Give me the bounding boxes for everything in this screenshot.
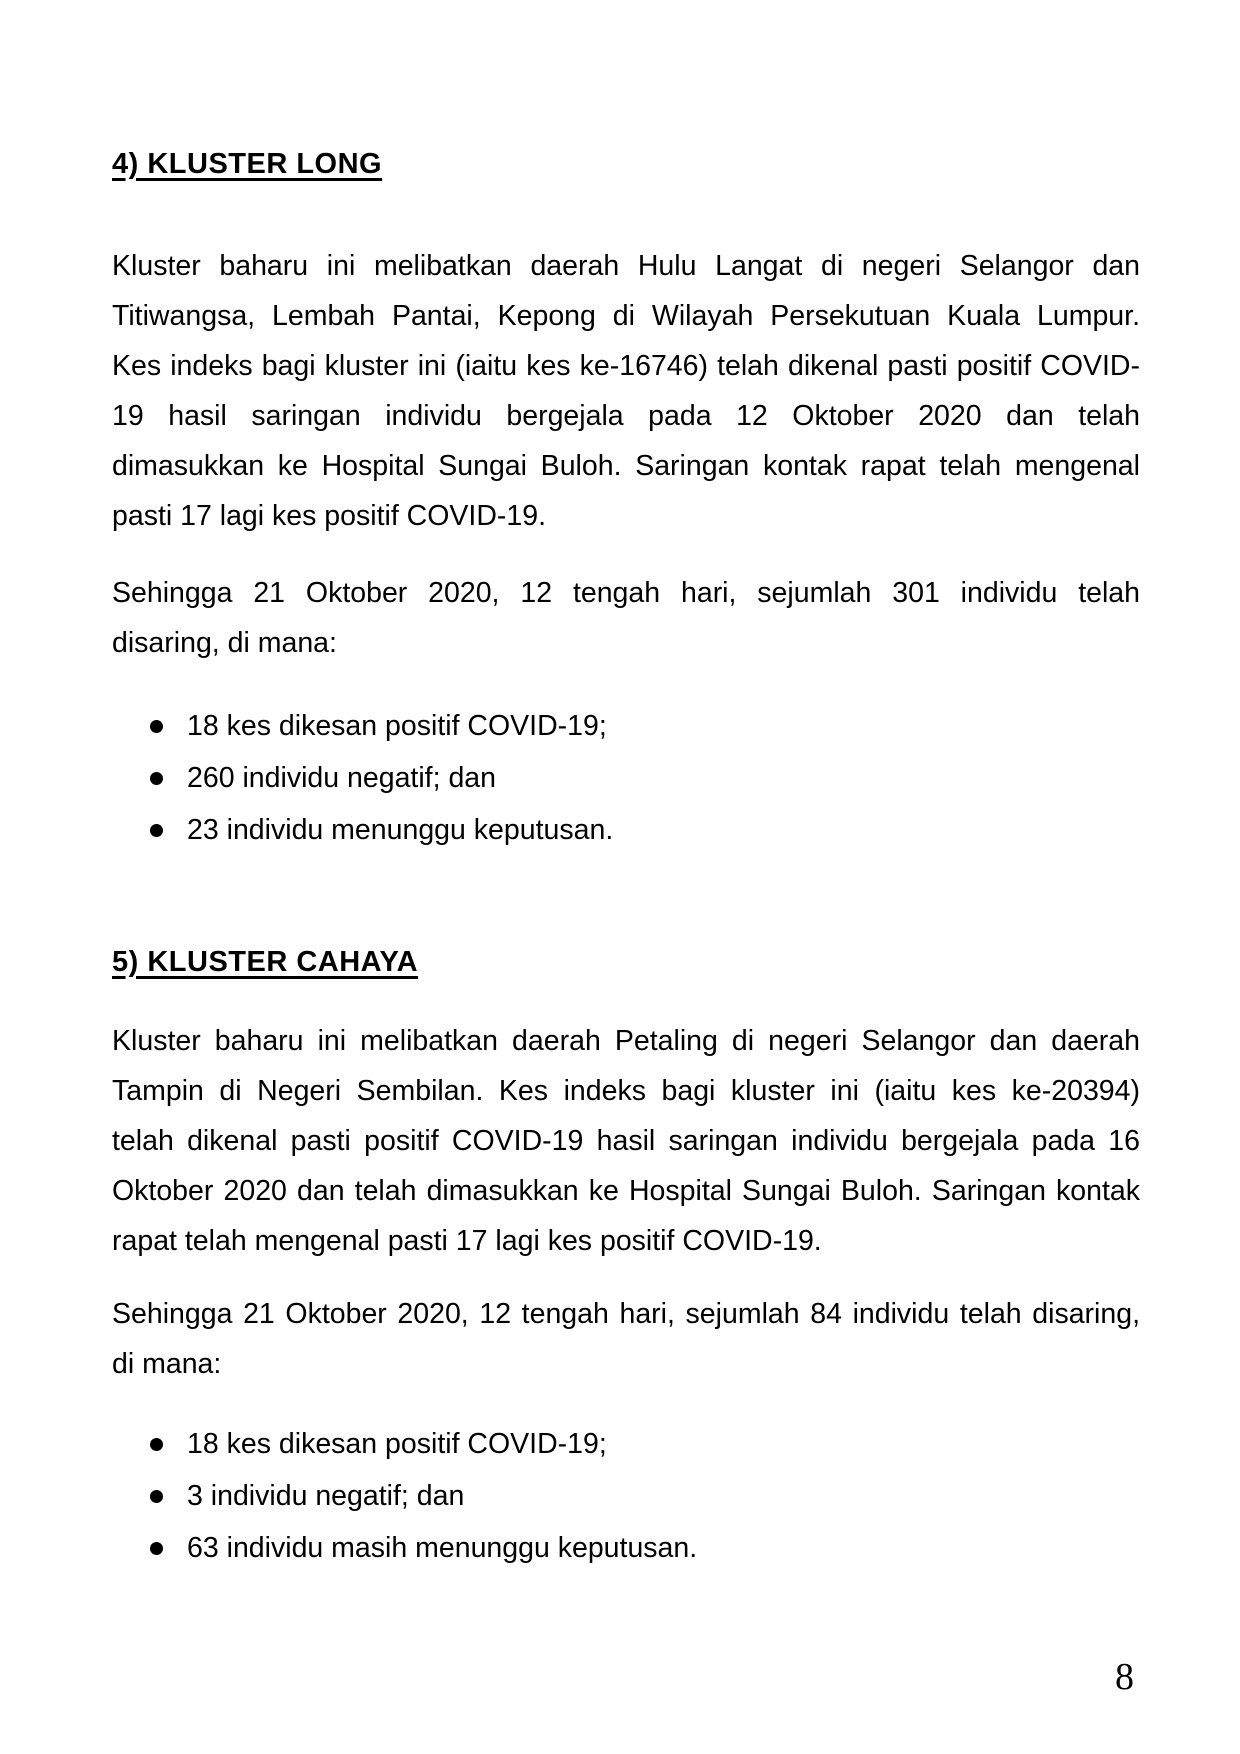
text-line: Sehingga 21 Oktober 2020, 12 tengah hari, sejumlah 301 individu telah: [112, 577, 1140, 609]
text-line: Tampin di Negeri Sembilan. Kes indeks bagi kluster ini (iaitu kes ke-20394): [112, 1075, 1140, 1107]
bullet-icon: [150, 1490, 163, 1503]
bullet-icon: [150, 824, 163, 837]
text-line: Kes indeks bagi kluster ini (iaitu kes ke-16746) telah dikenal pasti positif COVID-: [112, 350, 1140, 382]
text-line: rapat telah mengenal pasti 17 lagi kes positif COVID-19.: [112, 1225, 822, 1257]
paragraph-screening-summary: [112, 1289, 1140, 1389]
bullet-text: 18 kes dikesan positif COVID-19;: [187, 1428, 607, 1460]
text-line: Kluster baharu ini melibatkan daerah Hulu Langat di negeri Selangor dan: [112, 250, 1140, 282]
text-line: Oktober 2020 dan telah dimasukkan ke Hospital Sungai Buloh. Saringan kontak: [112, 1175, 1140, 1207]
bullet-item: [112, 1471, 1140, 1521]
text-line: Kluster baharu ini melibatkan daerah Petaling di negeri Selangor dan daerah: [112, 1025, 1140, 1057]
text-line: disaring, di mana:: [112, 627, 337, 659]
text-line: Titiwangsa, Lembah Pantai, Kepong di Wilayah Persekutuan Kuala Lumpur.: [112, 300, 1140, 332]
bullet-icon: [150, 1438, 163, 1451]
bullet-list-screening-results: [112, 1419, 1140, 1573]
paragraph-cluster-description: [112, 1016, 1140, 1266]
bullet-item: [112, 1419, 1140, 1469]
bullet-icon: [150, 772, 163, 785]
bullet-text: 260 individu negatif; dan: [187, 762, 496, 794]
text-line: Sehingga 21 Oktober 2020, 12 tengah hari, sejumlah 84 individu telah disaring,: [112, 1298, 1140, 1330]
section-kluster-long: [112, 139, 1140, 855]
bullet-icon: [150, 1542, 163, 1555]
text-line: 19 hasil saringan individu bergejala pada 12 Oktober 2020 dan telah: [112, 400, 1140, 432]
section-heading-kluster-cahaya: 5) KLUSTER CAHAYA: [112, 946, 419, 978]
text-line: di mana:: [112, 1348, 222, 1380]
bullet-text: 3 individu negatif; dan: [187, 1480, 465, 1512]
paragraph-screening-summary: [112, 568, 1140, 668]
bullet-item: [112, 701, 1140, 751]
section-heading-kluster-long: 4) KLUSTER LONG: [112, 148, 383, 180]
bullet-item: [112, 805, 1140, 855]
bullet-text: 18 kes dikesan positif COVID-19;: [187, 710, 607, 742]
page-number: 8: [1115, 1656, 1134, 1698]
bullet-text: 23 individu menunggu keputusan.: [187, 814, 614, 846]
bullet-list-screening-results: [112, 701, 1140, 855]
text-line: dimasukkan ke Hospital Sungai Buloh. Saringan kontak rapat telah mengenal: [112, 450, 1140, 482]
text-line: telah dikenal pasti positif COVID-19 hasil saringan individu bergejala pada 16: [112, 1125, 1140, 1157]
bullet-item: [112, 753, 1140, 803]
text-line: pasti 17 lagi kes positif COVID-19.: [112, 500, 547, 532]
page-content: [112, 139, 1140, 1575]
paragraph-cluster-description: [112, 241, 1140, 541]
bullet-item: [112, 1523, 1140, 1573]
bullet-text: 63 individu masih menunggu keputusan.: [187, 1532, 698, 1564]
section-kluster-cahaya: [112, 937, 1140, 1573]
bullet-icon: [150, 720, 163, 733]
